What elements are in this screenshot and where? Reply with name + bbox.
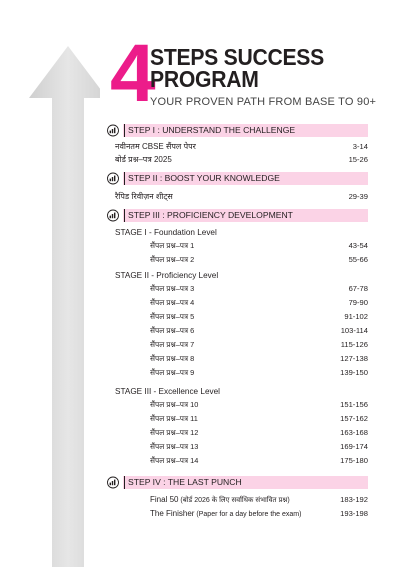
toc-entry-pages: 193-198 [340,509,368,518]
toc-entry-title: सैंपल प्रश्न–पत्र 3 [150,284,195,293]
stage-label: STAGE III - Excellence Level [115,387,220,396]
toc-entry-title [150,508,301,520]
header-number: 4 [110,28,156,119]
toc-entry-title: सैंपल प्रश्न–पत्र 11 [150,414,198,423]
up-arrow-graphic [0,0,100,567]
toc-entry-title: सैंपल प्रश्न–पत्र 8 [150,354,195,363]
toc-entry-pages: 183-192 [340,495,368,504]
bar-graph-icon [103,209,123,222]
step-label: STEP I : UNDERSTAND THE CHALLENGE [128,125,296,135]
toc-entry-pages: 15-26 [348,155,368,164]
toc-entry-title-main: Final 50 [150,495,179,504]
step-label: STEP III : PROFICIENCY DEVELOPMENT [128,210,293,220]
toc-entry-pages: 115-126 [340,340,368,349]
toc-entry-pages: 79-90 [348,298,368,307]
step-label: STEP IV : THE LAST PUNCH [128,477,242,487]
toc-entry-pages: 157-162 [340,414,368,423]
toc-entry-title: सैंपल प्रश्न–पत्र 9 [150,368,195,377]
toc-entry-pages: 175-180 [340,456,368,465]
toc-entry-pages: 127-138 [340,354,368,363]
toc-entry-pages: 91-102 [344,312,368,321]
toc-entry-pages: 43-54 [348,241,368,250]
toc-entry-title: रैपिड रिवीज़न शीट्स [115,192,173,201]
step-label: STEP II : BOOST YOUR KNOWLEDGE [128,173,280,183]
step-separator [124,209,125,222]
step-separator [124,172,125,185]
toc-entry-pages: 67-78 [348,284,368,293]
toc-entry-pages: 163-168 [340,428,368,437]
toc-entry-title-note: (Paper for a day before the exam) [194,511,302,518]
toc-entry-title: सैंपल प्रश्न–पत्र 7 [150,340,195,349]
toc-entry-title: सैंपल प्रश्न–पत्र 14 [150,456,199,465]
toc-entry-pages: 29-39 [348,192,368,201]
toc-entry-title-note: (बोर्ड 2026 के लिए सर्वाधिक संभावित प्रश्न) [178,497,290,504]
toc-entry-title: सैंपल प्रश्न–पत्र 13 [150,442,199,451]
step-separator [124,476,125,489]
toc-entry-pages: 169-174 [340,442,368,451]
toc-entry-title-main: The Finisher [150,509,195,518]
toc-entry-title: सैंपल प्रश्न–पत्र 6 [150,326,195,335]
header-title-line2: PROGRAM [150,66,259,92]
bar-graph-icon [103,172,123,185]
header-subtitle: YOUR PROVEN PATH FROM BASE TO 90+ [150,96,377,108]
step-separator [124,124,125,137]
toc-entry-title: सैंपल प्रश्न–पत्र 4 [150,298,195,307]
toc-entry-pages: 3-14 [352,142,368,151]
toc-entry-title: नवीनतम CBSE सैंपल पेपर [115,142,196,151]
toc-entry-title: बोर्ड प्रश्न–पत्र 2025 [115,155,172,164]
toc-entry-pages: 55-66 [348,255,368,264]
bar-graph-icon [103,124,123,137]
toc-entry-title: सैंपल प्रश्न–पत्र 10 [150,400,199,409]
toc-entry-pages: 139-150 [340,368,368,377]
header-title-line1: STEPS SUCCESS [150,44,324,70]
stage-label: STAGE II - Proficiency Level [115,271,219,280]
toc-entry-title: सैंपल प्रश्न–पत्र 1 [150,241,195,250]
header-title [150,46,324,90]
toc-entry-title [150,494,290,506]
toc-entry-title: सैंपल प्रश्न–पत्र 2 [150,255,195,264]
stage-label: STAGE I - Foundation Level [115,228,217,237]
toc-entry-pages: 103-114 [340,326,368,335]
bar-graph-icon [103,476,123,489]
toc-entry-title: सैंपल प्रश्न–पत्र 5 [150,312,195,321]
toc-entry-title: सैंपल प्रश्न–पत्र 12 [150,428,199,437]
toc-entry-pages: 151-156 [340,400,368,409]
